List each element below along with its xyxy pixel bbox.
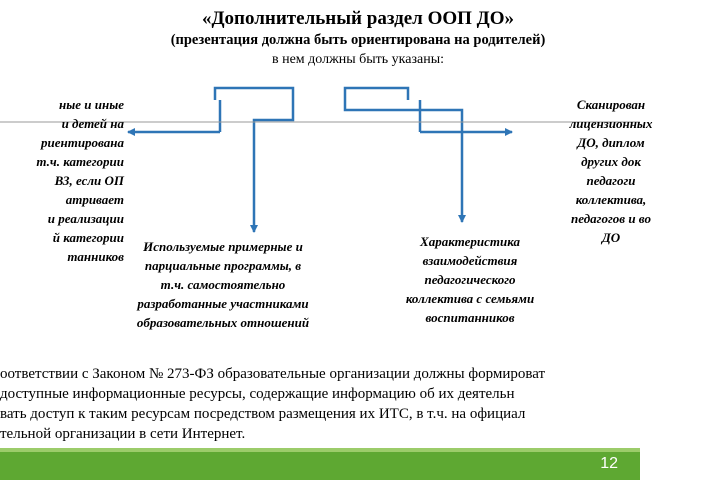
connector-center [254,100,293,232]
left-box-line: риентирована [41,135,124,150]
connector-mid-right [345,100,462,222]
right-box-line: коллектива, [575,192,647,207]
mid-right-box-line: взаимодействия [422,253,518,268]
mid-right-box-line: коллектива с семьями [405,291,535,306]
bottom-line: оответствии с Законом № 273-ФЗ образовательные организации должны формироват [0,366,546,382]
bottom-line: тельной организации в сети Интернет. [0,426,246,442]
bottom-line: вать доступ к таким ресурсам посредством размещения их ИТС, в т.ч. на официал [0,406,526,422]
right-box-line: педагогов и во [571,211,651,226]
right-box-line: лицензионных [569,116,653,131]
center-box-line: Используемые примерные и [143,239,303,254]
page-number: 12 [600,455,618,472]
mid-right-box-line: Характеристика [420,234,520,249]
connector-top-left [215,88,293,100]
right-box-line: ДО, диплом [577,135,645,150]
left-box-line: ВЗ, если ОП [54,173,124,188]
left-box-line: и реализации [47,211,124,226]
center-box-line: т.ч. самостоятельно [160,277,286,292]
center-box-line: образовательных отношений [136,315,310,330]
center-box-line: разработанные участниками [137,296,309,311]
right-box-line: ДО [601,230,621,245]
connector-top-right [345,88,408,100]
left-box-line: и детей на [61,116,124,131]
bottom-line: доступные информационные ресурсы, содержащие информацию об их деятельн [0,386,515,402]
mid-right-box [375,232,565,327]
slide-subtitle: (презентация должна быть ориентирована на родителей) [170,32,546,48]
left-box [0,95,124,266]
right-box-line: Сканирован [576,97,646,112]
left-box-line: атривает [65,192,124,207]
left-box-line: ные и иные [59,97,124,112]
mid-right-box-line: воспитанников [425,310,515,325]
bottom-paragraph [0,364,640,444]
mid-right-box-line: педагогического [424,272,516,287]
right-box-line: педагоги [586,173,636,188]
slide-title: «Дополнительный раздел ООП ДО» [201,8,515,29]
left-box-line: танников [67,249,124,264]
slide-intro: в нем должны быть указаны: [271,52,445,67]
footer-bar [0,452,640,480]
center-box [108,237,338,332]
center-box-line: парциальные программы, в [144,258,302,273]
left-box-line: т.ч. категории [36,154,124,169]
right-box-line: других док [581,154,641,169]
right-box [516,95,653,247]
left-box-line: й категории [52,230,124,245]
